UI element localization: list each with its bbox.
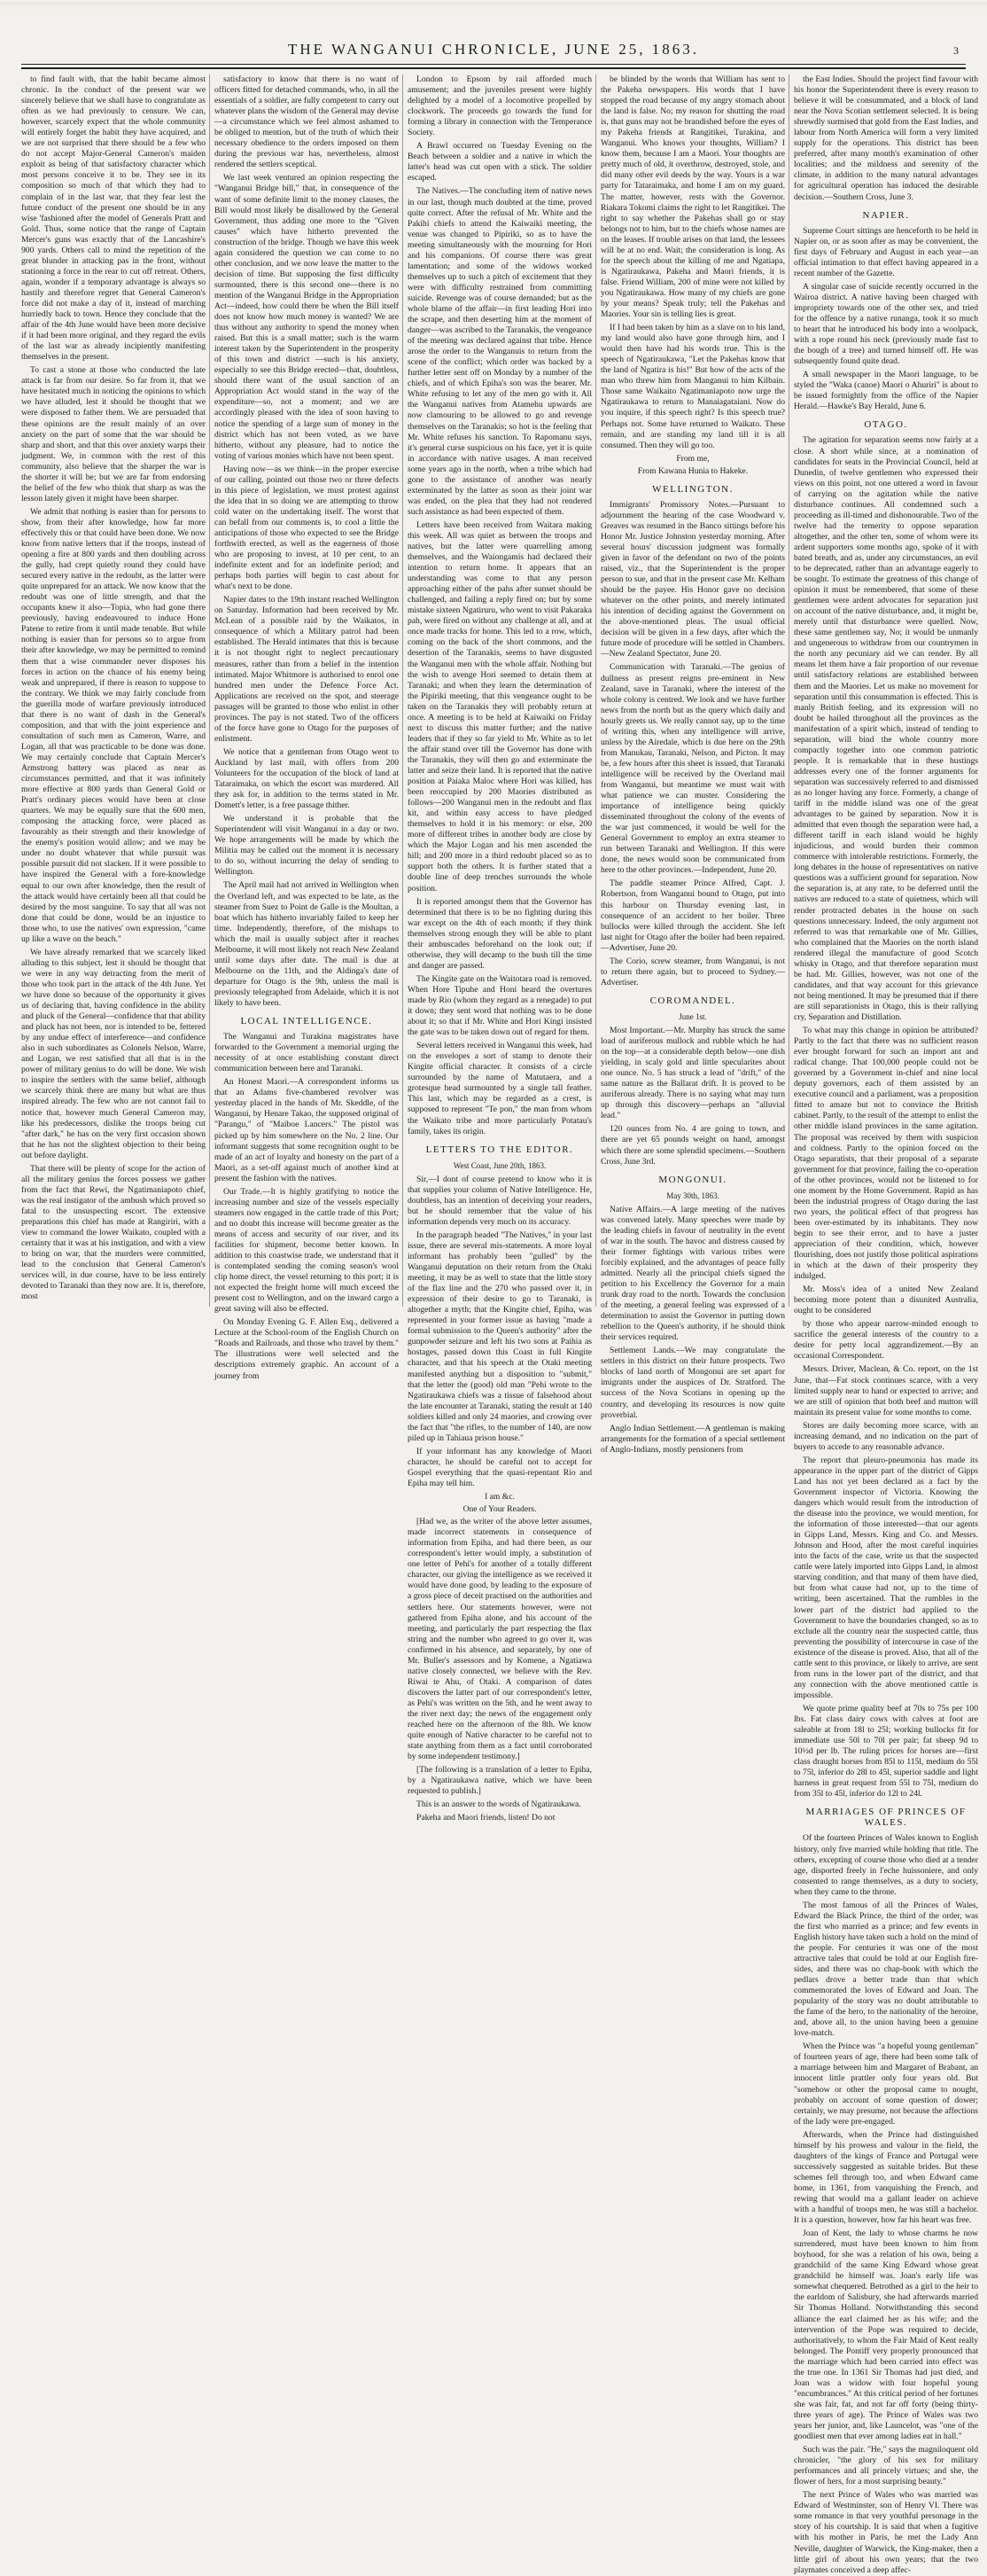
article-paragraph: Communication with Taranaki.—The genius of dullness as present reigns pre-eminent in New Zealand, save in Taranaki, where the interest of the whole colony is centred. We look and we have further news from the north but as the query which daily and hourly greets us. We really cannot say, up to the time of writing this, when any intelligence will arrive, unless by the Airedale, which is due here on the 29th from Manukau, Taranaki, Nelson, and Picton. It may be, a few hours after this sheet is issued, that Taranaki intelligence will be received by the Overland mail from Wanganui, but meantime we must wait with what patience we can muster. Considering the importance of intelligence being quickly disseminated throughout the colony of the events of the war just commenced, it would be well for the General Government to employ an extra steamer to run between Taranaki and Wellington. If this were done, the news would soon be communicated from here to the other provinces.—Independent, June 20. bbox=[601, 662, 785, 876]
section-heading: LOCAL INTELLIGENCE. bbox=[240, 1016, 373, 1027]
signature: From Kawana Hunia to Hakeke. bbox=[637, 465, 749, 476]
article-paragraph: Of the fourteen Princes of Wales known to English history, only five married while holding that title. The others, excepting of course those who died at a tender age, disported freely in l'eche huissoniere, and only consented to range themselves, as a duty to society, when they came to the throne. bbox=[794, 1833, 978, 1897]
article-paragraph: Most Important.—Mr. Murphy has struck the same load of auriferous mullock and rubble which he had on the top—at a considerable depth below—one dish yielding, in scaly gold and little specularites about one ounce. No. 5 has struck a lead of "drift," of the same nature as the Ballarat drift. It is proved to be auriferous already. There is no saying what may turn up through this discovery—perhaps an "alluvial lead." bbox=[601, 1025, 785, 1121]
column-divider bbox=[402, 74, 403, 1307]
article-paragraph: Supreme Court sittings are henceforth to be held in Napier on, or as soon after as may be convenient, the first days of February and August in each year—an official intimation to that effect having appeared in a recent number of the Gazette. bbox=[794, 225, 978, 278]
article-paragraph: We notice that a gentleman from Otago went to Auckland by last mail, with offers from 200 Volunteers for the occupation of the block of land at Tataraimaka, on which the escort was murdered. All they ask for, in addition to the terms stated in Mr. Domett's letter, is a free passage thither. bbox=[214, 746, 399, 811]
section-heading: MARRIAGES OF PRINCES OF WALES. bbox=[805, 1807, 967, 1829]
article-paragraph: To what may this change in opinion be attributed? Partly to the fact that there was no sufficient reason ever brought forward for such an import ant and radical change. That 100,000 people could not be governed by a Government in-chief and nine local deputy governors, each of them assisted by an executive council and a parliament, was a proposition fitted to amaze but not to convince the British cabinet. Partly, to the result of the attempt to enlist the other middle island provinces in the same agitation. The proposal was received by them with suspicion and coldness. Partly to the opinion forced on the Otago separatists, that their proposal of a separate government for that province, failing the co-operation of the other provinces, would not be listened to for one moment by the Home Government. Rapid as has been the industrial progress of Otago during the last two years, the political effect of that progress has been over-estimated by its inhabitants. They now begin to see their error, and to have a juster appreciation of their condition, which, however flourishing, does not justify those political aspirations in which at the dawn of their prosperity they indulged. bbox=[794, 1026, 978, 1282]
signature: I am &c. bbox=[485, 1492, 515, 1503]
section-heading: LETTERS TO THE EDITOR. bbox=[425, 1144, 574, 1155]
section-heading: COROMANDEL. bbox=[649, 995, 736, 1006]
section-heading: WELLINGTON. bbox=[652, 483, 734, 495]
article-paragraph: If I had been taken by him as a slave on to his land, my land would also have gone through him, and I would then have had his words true. This is the speech of Ngatiraukawa, "Let the Pakehas know that the land of Ngatira is his!" But how of the acts of the man who threw him from Manganui to him Kilbain. Those same Waikaito Ngatimaniapoto now urge the Ngatiraukawa to return to Manaiagataiani. Now do you inquire, if this speech right? Is this speech true? Perhaps not. Some have returned to Waikato. These remain, and are standing my land till it is all consumed. Then they will go too. bbox=[601, 323, 785, 450]
article-paragraph: A Brawl occurred on Tuesday Evening on the Beach between a soldier and a native in which the latter's head was cut open with a stick. The soldier escaped. bbox=[408, 141, 592, 183]
page-number: 3 bbox=[953, 44, 959, 57]
article-paragraph: Letters have been received from Waitara making this week. All was quiet as between the troops and natives, but the latter were quarrelling among themselves, and the Waiongamis had declared their intention to return home. It appears that an understanding was come to that any person approaching either of the pahs after sunset should be challenged, and failing a reply fired on; but by some mistake sixteen Ngatiruru, who went to visit Pakaraka pah, were fired on without any challenge at all, and at once made tracks for home. This led to a row, which, coming on the back of the short commons, and the desertion of the Taranakis, seems to have disgusted the Wanganui men with the whole affair. Nothing but the wish to avenge Hori seemed to detain them at Taranaki; and when they learn the determination of the Pipiriki meeting, that this vengeance ought to be taken on the Taranakis they will probably return at once. A meeting is to be held at Kaiwaiki on Friday next to discuss this matter further; and the native leaders that if they so far yield to Mr. White as to let the affair stand over till the Governor has done with the Taranakis, they will then go and exterminate the latter and seize their land. It is reported that the native position at Paiaka Maloc where Hori was killed, has been reoccupied by 200 Maories distributed as follows—200 Wanganui men in the redoubt and flax kit, and within easy access to have pledged themselves to hold it in his memory: or else, 200 more of different tribes in another body are close by which the Major Logan and his men ascended the hill; and 200 more in a third redoubt placed so as to support both the others. It is further stated that a double line of deep trenches surrounds the whole position. bbox=[408, 519, 592, 894]
signature: From me, bbox=[676, 453, 710, 464]
article-paragraph: If your informant has any knowledge of Maori character, he should be careful not to accept for Gospel everything that the quasi-repentant Rio and Epiha may tell him. bbox=[408, 1446, 592, 1488]
article-paragraph: Immigrants' Promissory Notes.—Pursuant to adjournment the hearing of the case Woodward v. Greaves was resumed in the Banco sittings before his Honor Mr. Justice Johnston yesterday morning. After several hours' discussion judgment was formally given in favor of the defendant on two of the points raised, viz., that the Superintendent is the proper person to sue, and that in the present case Mr. Kelham should be the payee. His Honor gave no decision whatever on the other points, and merely intimated his intention of deciding against the Government on the above-mentioned pleas. The usual official decision will be given in a few days, after which the future mode of procedure will be settled in Chambers.—New Zealand Spectator, June 20. bbox=[601, 499, 785, 660]
article-paragraph: The most famous of all the Princes of Wales, Edward the Black Prince, the third of the order, was the first who married as a prince; and few events in English history have taken such a hold on the mind of the people. For centuries it was one of the most attractive tales that could be told at our English fire-sides, and there was no chap-book with which the pedlars drove a better trade than that which commemorated the loves of Edward and Joan. The popularity of the story was no doubt attributable to the fame of the hero, to the nationality of the heroine, and, above all, to the union having been a genuine love-match. bbox=[794, 1900, 978, 2039]
signature: One of Your Readers. bbox=[462, 1504, 537, 1515]
dateline: May 30th, 1863. bbox=[666, 1190, 719, 1200]
article-paragraph: Such was the pair. "He," says the magniloquent old chronicler, "the glory of his sex for military performances and all princely virtues; and she, the flower of hers, for a most surprising beauty." bbox=[794, 2445, 978, 2487]
article-paragraph: The agitation for separation seems now fairly at a close. A short while since, at a nomination of candidates for seats in the Provincial Council, held at Dunedin, of twelve gentlemen who expressed their views on this point, not one uttered a word in favour of carrying on the agitation while the native disturbance continues. All condemned such a proceeding as ill-timed and dishonourable. Two of the twelve had the temerity to oppose separation altogether, and the other ten, some of whom were its ardent supporters some months ago, spoke of it with bated breath, and as, under any circumstances, an evil to be deprecated, rather than an advantage eagerly to be sought. To estimate the greatness of this change of opinion it must be remembered, that some of these gentlemen were ardent advocates for separation just on account of the native disturbance, and, it might be, merely until that disturbance were quelled. Now, these same gentlemen say, No; it would be unmanly and ungenerous to withdraw from our countrymen in the north any pecuniary aid we can render. By all means let them have a fair proportion of our revenue until satisfactory relations are established between them and the Maories. Let us make no movement for separation until this consummation is effected. This is manly British feeling, and its expression will no doubt be hailed throughout all the provinces as the manifestation of a spirit which, instead of tending to separation, will bind the whole country more compactly together into one common patriotic people. It is remarkable that in these hustings addresses every one of the former arguments for separation was successively referred to and dismissed as no longer having any force. Formerly, a change of tariff in the middle island was one of the great advantages to be gained by separation. Now it is admitted that even though the separation were had, a different tariff in each island would be highly injudicious, and would burden their common commerce with intolerable restrictions. Formerly, the long debates in the house of representatives on native questions was a sufficient ground for separation. Now the separation is, at any rate, to be deferred until the natives are reduced to a state of quietness, which will render protracted debates in the house on such questions unnecessary. Indeed, the only argument not referred to was that remarkable one of Mr. Gillies, who complained that the Maories on the north island rendered illegal the manufacture of good Scotch whisky in Otago, and that therefore separation must be had. Mr. Gillies, however, was not one of the candidates, and that way account for this grievance not being mentioned. It may be presumed that if there are still separationists in Otago, this is their rallying cry, Separation and Distillation. bbox=[794, 435, 978, 1022]
article-paragraph: The next Prince of Wales who was married was Edward of Westminster, son of Henry VI. There was some romance in that very youthful personage in the story of his courtship. It is said that when a fugitive with his mother in Paris, he met the Lady Ann Neville, daughter of Warwick, the King-maker, then a little girl of about his own years; that the two playmates conceived a deep affec- bbox=[794, 2490, 978, 2575]
header-rule bbox=[21, 64, 966, 65]
article-paragraph: We quote prime quality beef at 70s to 75s per 100 lbs. Fat class dairy cows with calves at foot are saleable at from 18l to 25l; working bullocks fit for immediate use 50l to 70l per pair; fat sheep 9d to 10½d per lb. The ruling prices for horses are—first class draught horses from 85l to 115l, medium do 55l to 75l, inferior do 28l to 45l, superior saddle and light harness in great request from 55l to 75l, medium do from 35l to 45l, inferior do 12l to 24l. bbox=[794, 1703, 978, 1799]
article-paragraph: Messrs. Driver, Maclean, & Co. report, on the 1st June, that—Fat stock continues scarce, with a very limited supply near to hand or expected to arrive; and we are still of opinion that both beef and mutton will maintain its present value for some months to come. bbox=[794, 1364, 978, 1417]
article-paragraph: The paddle steamer Prince Alfred, Capt. J. Robertson, from Wanganui bound to Otago, put into this harbour on Thursday evening last, in consequence of an accident to her boiler. Three bullocks were killed through the accident. She left last night for Otago after the boiler had been repaired.—Advertiser, June 20. bbox=[601, 878, 785, 953]
article-paragraph: Our Trade.—It is highly gratifying to notice the increasing number and size of the vessels especially steamers now engaged in the cattle trade of this Port; and no doubt this increase will become greater as the means of access and security of our river, and its facilities for shipment, become better known. In addition to this coastwise trade, we understand that it is contemplated sending the coming season's wool clip home direct, the vessel returning to this port; it is not expected the freight home will much exceed the present cost to Wellington, and on the inward cargo a great saving will also be effected. bbox=[214, 1186, 399, 1315]
article-paragraph: Sir,—I dont of course pretend to know who it is that supplies your column of Native Intelligence. He, doubtless, has an intention of deceiving your readers, but he should remember that the value of his information depends very much on its accuracy. bbox=[408, 1174, 592, 1227]
article-paragraph: The Natives.—The concluding item of native news in our last, though much doubted at the time, proved quite correct. After the refusal of Mr. White and the Pakihi chiefs to attend the Kaiwaiki meeting, the venue was changed to Pipiriki, so as to have the meeting simultaneously with the mourning for Hori and his companions. Of course there was great lamentation; and some of the widows worked themselves up to such a pitch of excitement that they were with difficulty restrained from committing suicide. Revenge was of course demanded; but as the whole blame of the affair—in first leading Hori into the scrape, and then deserting him at the moment of danger—was ascribed to the Taranakis, the vengeance of the meeting was declared against that tribe. Hence arose the order to the Wanganuis to return from the scene of the conflict; which order was backed by a further letter sent off on Monday by a number of the chiefs, and of which Epiha's son was the bearer. Mr. White refusing to let any of the men go with it. All the Wanganui natives from Atamehu upwards are now clamouring to be allowed to go and revenge themselves on the Taranakis; so hot is the feeling that Mr. White refuses his sanction. To Rapomanu says, it's general curse suspicious on his face, yet it is quite in accordance with native usages. A man received some years ago in the north, when a tribe which had gone to the assistance of another was nearly exterminated by the latter as soon as their joint war was ended, on the plea that they had not rendered such assistance as had been expected of them. bbox=[408, 186, 592, 517]
article-paragraph: We admit that nothing is easier than for persons to show, from their after knowledge, how far more effectively this or that could have been done. We now know from native letters that if the troops, instead of opening a fire at 800 yards and then doubling across the gully, had crept quietly round they could have secured every native in the redoubt, as the latter were quite unprepared for an attack. We now know that the redoubt was one of little strength, and that the occupants knew it also—Topia, who had gone there previously, having endeavoured to induce Hone Patene to retire from it until made tenable. But while nothing is easier than for persons so to argue from their after knowledge, we may be permitted to remind them that a wise commander never disposes his forces in action on the chance of his enemy being weak and unprepared, if there is reason to suppose to the contrary. We think we may fairly conclude from the guerilla mode of warfare previously introduced that there is no want of dash in the General's composition, and that with the joint experience and consultation of such men as Cameron, Warre, and Logan, all that was practicable to be done was done. We may certainly conclude that Captain Mercer's Armstrong battery was placed as near as circumstances permitted, and that it was infinitely more effective at 800 yards than General Gold or Pratt's ordinary pieces would have been at close quarters. We may be equally sure that the 600 men, composing the attacking force, were placed as favourably as their strength and their knowledge of the enemy's position would allow; and we may be under no doubt whatever that while pursuit was possible pursuit did not slacken. If it were possible to have inspired the General with a fore-knowledge equal to our own after knowledge, then the result of the attack would have certainly been all that could be desired by the most sanguine. To say that all was not done that could be done, would be an injustice to those who, to use the natives' own expression, "came up like a wave on the beach." bbox=[21, 506, 206, 944]
header-rule-thick bbox=[21, 67, 966, 69]
article-paragraph: We understand it is probable that the Superintendent will visit Wanganui in a day or two. We hope arrangements will be made by which the Militia may be called out the moment it is necessary to do so, without incurring the delay of sending to Wellington. bbox=[214, 814, 399, 878]
article-paragraph: The Wanganui and Turakina magistrates have forwarded to the Government a memorial urging the necessity of at once establishing constant direct communication between here and Taranaki. bbox=[214, 1032, 399, 1074]
article-paragraph: That there will be plenty of scope for the action of all the military genius the forces possess we gather from the fact that Rewi, the Ngatimaniapoto chief, was the real instigator of the ambush which proved so fatal to the unsuspecting escort. The extensive preparations this chief has made at Rangiriri, with a view to command the lower Waikato, coupled with a certainty that it was at his instigation, and with a view to bring on war, that the murders were committed, lead to the conclusion that General Cameron's services will, in due course, have to be less entirely devoted to Taranaki than they now are. It is, therefore, most bbox=[21, 1163, 206, 1302]
article-paragraph: A small newspaper in the Maori language, to be styled the "Waka (canoe) Maori o Ahuriri" is about to be issued fortnightly from the office of the Napier Herald.—Hawke's Bay Herald, June 6. bbox=[794, 370, 978, 412]
column-2 bbox=[214, 74, 399, 1381]
article-paragraph: [Had we, as the writer of the above letter assumes, made incorrect statements in consequence of information from Epiha, and had there been, as our correspondent's letter would imply, a substitution of one letter of Pehi's for another of a totally different character, our giving the intelligence as we received it would have done good, by leading to the exposure of a gross piece of deceit practised on the authorities and settlers here. Our statements however, were not gathered from Epiha alone, and his account of the meeting, and particularly the part respecting the flax string and the number who agreed to go over it, was confirmed in his absence, and separately, by one of Mr. Buller's assessors and by Komene, a Ngatiawa native closely connected, we believe with the Rev. Riwai te Ahu, of Otaki. A comparison of dates discovers the latter part of our correspondent's letter, as Pehi's was written on the 5th, and he went away to the river next day; the news of the engagement only reached here on the afternoon of the 8th. We know quite enough of Native character to be careful not to state anything from them as a fact until corroborated by some independent testimony.] bbox=[408, 1517, 592, 1762]
article-paragraph: The Kingite gate on the Waitotara road is removed. When Hore Tipuhe and Honi heard the overtures made by Rio (whom they regard as a renegade) to put it down; they sent word that nothing was to be done about it; so that if Mr. White and Hori Kingi insisted the gate was to be taken down out of regard for them. bbox=[408, 973, 592, 1038]
section-heading: OTAGO. bbox=[864, 419, 908, 431]
article-paragraph: We last week ventured an opinion respecting the "Wanganui Bridge bill," that, in consequence of the want of some definite limit to the money clauses, the Bill would most likely be disallowed by the General Government, thus adding one more to the "Given causes" which have hitherto prevented the construction of the bridge. Though we have this week again considered the question we can come to no other conclusion, and we now leave the matter to the decision of time. But supposing the first difficulty surmounted, there is this second one—there is no mention of the Wanganui Bridge in the Appropriation Act—indeed, how could there be when the Bill itself does not know how much money is wanted? We are thus without any authority to spend the money when raised. But this is a small matter; such is the warm interest taken by the Superintendent in the prosperity of this town and district —such is his anxiety, especially to see this Bridge erected—that, doubtless, should there want of the usual sanction of an Appropriation Act would stand in the way of the expenditure—so, not a moment; and we are accordingly pleased with the idea of soon having to notice the spending of a large sum of money in the district which has not been voted, as we have hitherto, without any pleasure, had to notice the voting of various monies which have not been spent. bbox=[214, 173, 399, 461]
column-1 bbox=[21, 74, 206, 1311]
article-paragraph: Pakeha and Maori friends, listen! Do not bbox=[416, 1813, 556, 1823]
article-paragraph: The April mail had not arrived in Wellington when the Overland left, and was expected to be late, as the steamer from Suez to Point de Galle is the Moultan, a boat which has hitherto invariably failed to keep her time. Independently, therefore, of the mishaps to which the mail is usually subject after it reaches Melbourne, it will most likely not reach New Zealand until some days after date. The mail is due at Melbourne on the 11th, and the Aldinga's date of departure for Otago is the 9th, unless the mail is previously telegraphed from Adelaide, which it is not likely to have been. bbox=[214, 880, 399, 1008]
article-paragraph: Mr. Moss's idea of a united New Zealand becoming more potent than a disunited Australia, ought to be considered bbox=[794, 1284, 978, 1316]
section-heading: MONGONUI. bbox=[658, 1174, 727, 1185]
article-paragraph: 120 ounces from No. 4 are going to town, and there are yet 65 pounds weight on hand, amongst which there are some splendid specimens.—Southern Cross, June 3rd. bbox=[601, 1124, 785, 1167]
article-paragraph: Anglo Indian Settlement.—A gentleman is making arrangements for the formation of a special settlement of Anglo-Indians, mostly pensioners from bbox=[601, 1423, 785, 1455]
article-paragraph: Native Affairs.—A large meeting of the natives was convened lately. Many speeches were made by the leading chiefs in favour of neutrality in the event of war in the south. The havoc and distress caused by their former fightings with various tribes were forcibly explained, and the advantages of peace fully admitted. Nearly all the principal chiefs signed the petition to his Excellency the Governor for a main trunk dray road to the north. Towards the conclusion of the meeting, a general feeling was expressed of a determination to assist the Governor in putting down rebellion to the Queen's authority, if he should think their services required. bbox=[601, 1204, 785, 1343]
article-paragraph: When the Prince was "a hopeful young gentleman" of fourteen years of age, there had been some talk of a marriage between him and Margaret of Brabant, an innocent little prattler only four years old. But "somehow or other the proposal came to nought, probably on account of some question of dower; certainly, we may presume, not because the affections of the lady were pre-engaged. bbox=[794, 2041, 978, 2127]
article-paragraph: satisfactory to know that there is no want of officers fitted for detached commands, who, in all the essentials of a soldier, are fully competent to carry out whatever plans the wisdom of the General may devise—a circumstance which we feel almost ashamed to be obliged to mention, but of the truth of which their necessary obedience to the orders imposed on them during the previous war has, nevertheless, almost rendered the settlers sceptical. bbox=[214, 74, 399, 170]
article-paragraph: by those who appear narrow-minded enough to sacrifice the general interests of the country to a desire for petty local aggrandizement.—By an occasional Correspondent. bbox=[794, 1319, 978, 1362]
section-heading: NAPIER. bbox=[862, 209, 910, 221]
article-paragraph: The Corio, screw steamer, from Wanganui, is not to return there again, but to proceed to Sydney.—Advertiser. bbox=[601, 956, 785, 987]
article-paragraph: A singular case of suicide recently occurred in the Wairoa district. A native having been charged with impropriety towards one of the other sex, and tried for the offence by a native runanga, took it so much to heart that he introduced his body into a woolpack, with a rope round his neck (previously made fast to the bough of a tree) and turned himself off. He was subsequently found quite dead. bbox=[794, 281, 978, 367]
article-paragraph: In the paragraph headed "The Natives," in your last issue, there are several mis-statements. A more loyal informant has probably been "gulled" by the Wanganui deputation on their return from the Otaki meeting, it may be as well to state that the little story of the flax line and the 270 who passed over it, in expression of their desire to go to Taranaki, is altogether a myth; that the Kingite chief, Epiha, was represented in your former issue as having "made a formal submission to the Queen's authority" after the gunpowder seizure and left his two sons at Paihia as hostages, passed down this Coast in full Kingite character, and that his speech at the Otaki meeting manifested anything but a disposition to "submit," that the letter the (good) old man "Pehi wrote to the Ngatiraukawa chiefs was a tissue of falsehood about the late encounter at Taranaki, stating the result at 140 soldiers killed and only 24 maories, and crowing over the fact that "the rifles, to the number of 140, are now piled up in Tahiaua prison house." bbox=[408, 1229, 592, 1443]
article-paragraph: It is reported amongst them that the Governor has determined that there is to be no fighting during this war except on the 4th of each month; if they think themselves strong enough they will be able to plant their ambuscades beforehand on the look out; if otherwise, they will decamp to the bush till the time and danger are passed. bbox=[408, 896, 592, 971]
dateline: June 1st. bbox=[679, 1011, 707, 1021]
article-paragraph: Settlement Lands.—We may congratulate the settlers in this district on their future prospects. Two blocks of land north of Mongonui are set apart for imigrants under the auspices of Dr. Stratford. The success of the Nova Scotians in opening up the country, and developing its resources is now quite proverbial. bbox=[601, 1346, 785, 1420]
dateline: West Coast, June 20th, 1863. bbox=[453, 1160, 547, 1170]
column-divider bbox=[595, 74, 596, 1307]
column-4 bbox=[601, 74, 785, 1455]
page-header bbox=[27, 41, 960, 64]
article-paragraph: An Honest Maori.—A correspondent informs us that an Adams five-chambered revolver was yesterday placed in the hands of Mr. Skeddle, of the Wanganui, by Henare Takao, the supposed original of "Parangu," of "Maiboe Lancers." The pistol was picked up by him somewhere on the No. 2 line. Our informant suggests that some recognition ought to be made of an act of loyalty and honesty on the part of a Maori, as a set-off against much of another kind at present the fashion with the natives. bbox=[214, 1077, 399, 1183]
header-title: THE WANGANUI CHRONICLE, JUNE 25, 1863. bbox=[287, 41, 700, 58]
column-3 bbox=[408, 74, 592, 1823]
article-paragraph: Joan of Kent, the lady to whose charms he now surrendered, must have been known to him from boyhood, for she was a relation of his own, being a grandchild of the same King Edward whose great grandchild he himself was. Joan's early life was somewhat chequered. Betrothed as a girl to the heir to the earldom of Salisbury, she had afterwards married Sir Thomas Holland. Notwithstanding this second alliance the earl claimed her as his wife; and the intervention of the Pope was required to decide, authoritatively, to whom the Fair Maid of Kent really belonged. The Pontiff very properly pronounced that the marriage which had been carried into effect was the true one. In 1361 Sir Thomas had just died, and Joan was a widow with four hopeful young "encumbrances." At this critical period of her fortunes she was fair, fat, and not far off forty (being thirty-three years of age). The Prince of Wales was two years her junior, and, like Launcelot, was "one of the goodliest men that ever among ladies eat in hall." bbox=[794, 2229, 978, 2442]
column-5 bbox=[794, 74, 978, 2575]
article-paragraph: Several letters received in Wanganui this week, had on the envelopes a sort of stamp to denote their Kingite official character. It consists of a circle surrounded by the name of Matutaera, and a grotesque head surmounted by a single tall feather. This last, which may be regarded as a crest, is supposed to represent "Te pon," the man from whom the Waikato tribe and more particularly Potatau's family, takes its origin. bbox=[408, 1041, 592, 1136]
article-paragraph: To cast a stone at those who conducted the late attack is far from our desire. So far from it, that we have hesitated much in noticing the opinions to which we have alluded, lest it should be thought that we were disposed to father them. We are persuaded that these opinions are the result mainly of an over anxiety on the part of some that the war should be sharp and short, and that this over anxiety warps their judgment. We, in common with the rest of this community, also believe that the sharper the war is the shorter it will be; but we are far from endorsing the belief of the few who think that sharp as was the lesson lately given it might have been sharper. bbox=[21, 365, 206, 503]
article-paragraph: The report that pleuro-pneumonia has made its appearance in the upper part of the district of Gipps Land has not yet been declared as a fact by the Government inspector of Victoria. Knowing the dangers which would result from the introduction of the disease into the province, we would mention, for the information of those interested—that our agents in Gipps Land, Messrs. King and Co. and Messrs. Johnson and Hood, after the most careful inquiries into the facts of the case, write us that the suspected cattle were lately imported into Gipps Land, in almost starving condition, and that many of them have died, but from what cause had not, up to the time of writing, been ascertained. That the rumbles in the lower part of the district had applied to the Government to have the boundaries changed, so as to exclude all the country near the suspected cattle, thus preventing the possibility of intercourse in case of the existence of the disease is proved. Also, that all of the cattle sent to this province, or likely to arrive, are sent from runs in the lower part of the district, and that any connection with the above mentioned cattle is impossible. bbox=[794, 1455, 978, 1700]
article-paragraph: Napier dates to the 19th instant reached Wellington on Saturday. Information had been received by Mr. McLean of a possible raid by the Waikatos, in consequence of which a Military patrol had been established. The Herald intimates that this is because it is not thought right to neglect precautionary measures, rather than from a belief in the intention intimated. Major Whitmore is authorised to enrol one hundred men under the Defence Force Act. Applications are received on the spot, and steerage passages will be granted to those who enlist in other provinces. The pay is not stated. Two of the officers of the force have gone to Otago for the purposes of enlistment. bbox=[214, 595, 399, 744]
article-paragraph: Afterwards, when the Prince had distinguished himself by his prowess and valour in the field, the daughters of the kings of France and Portugal were successively suggested as suitable brides. But these schemes fell through too, and when Edward came home, in 1361, from vanquishing the French, and rewing that would ma a gallant leader on achieve with a handful of troops men, he was still a bachelor. It is a question, however, how far his heart was free. bbox=[794, 2129, 978, 2226]
article-paragraph: the East Indies. Should the project find favour with his honor the Superintendent there is every reason to believe it will be consummated, and a block of land near the Nova Scotian settlement selected. It is being shrewdly surmised that gold from the East Indies, and labour from North America will form a very limited supply for the operations. This district has been preferred, after many month's examination of other localities; and the mildness and serenity of the climate, in addition to the many natural advantages for agricultural operation has induced the desirable decision.—Southern Cross, June 3. bbox=[794, 74, 978, 202]
column-divider bbox=[209, 74, 210, 1307]
article-paragraph: We have already remarked that we scarcely liked alluding to this subject, lest it should be thought that we were in any way detracting from the merit of those who took part in the attack of the 4th June. Yet we have done so because of the opportunity it gives us of declaring that, having confidence in the ability and pluck of the General—confidence that that ability and pluck has not been, nor is intended to be, fettered by any undue effect of interference—and confidence also in such subordinates as Colonels Nelson, Warre, and Logan, we rest satisfied that all that is in the power of military genius to do will be done. We wish to inspire the settlers with the same belief, although we scarcely think there are many but what are thus inspired already. The few who are not cannot fail to notice that, however much General Cameron may, like his predecessors, dislike the troops being cut "after dark," he has on the very first occasion shown that he has not the slightest objection to their being out before daylight. bbox=[21, 947, 206, 1160]
article-paragraph: [The following is a translation of a letter to Epiha, by a Ngatiraukawa native, which we have been requested to publish.] bbox=[408, 1765, 592, 1797]
article-paragraph: Stores are daily becoming more scarce, with an increasing demand, and no indication on the part of buyers to accede to any reasonable advance. bbox=[794, 1420, 978, 1452]
article-paragraph: to find fault with, that the habit became almost chronic. In the conduct of the present war we sincerely believe that we shall have to congratulate as often as we had previously to censure. We can, however, scarcely expect that the whole community will entirely forget the habit they have acquired, and we are not surprised that there should be a few who do not accept Major-General Cameron's maiden exploit as being of that satisfactory character which most persons conceive it to be. They see in its composition so much of that which they had to complain of in the last war, that they fear lest the future conduct of the present one should be in any wise 'fashioned after the model of Generals Pratt and Gold. Thus, some notice that the range of Captain Mercer's guns was exactly that of the Lancashire's 900 yards. Others call to mind the repetition of the great blunder in attacking pas in the front, without stationing a force in the rear to cut off retreat. Others, again, wonder if a temporary advantage is always so hastily and therefore regret that General Cameron's force did not make a day of it, instead of marching hurriedly back to town. Hence they conclude that the affair of the 4th June would have been more decisive if it had been more original, and they regard the evils of the last war as already incipiently manifesting themselves in the present. bbox=[21, 74, 206, 363]
article-paragraph: be blinded by the words that William has sent to the Pakeha newspapers. His words that I have stopped the road because of my angry stomach about the land is false. No; my reason for shutting the road is, that guns may not be brandished before the eyes of my Pakeha friends at Rangitikei, Turakina, and Wanganui. Who knows your thoughts, William? I know them, because I am a Maori. Your thoughts are pretty much of old, it overthrow, destroyed, stole, and did many other evil deeds by the way. Yours is a war party for Tataraimaka, and home I am on my guard. The matter, however, rests with the Governor. Riakara Tokomi claims the right to let Rangitikei. The right to say whether the Pakehas shall go or stay belongs not to him, but to the chiefs whose names are on the leases. If trouble arises on that land, the lessees will be at no end. Wait; the consideration is long. As for the speech about the killing of me and Ngatiapa, is Ngatiraukawa, Pakeha and Maori friends, it is false. Friend William, 200 of mine were not killed by you Ngatiraukawa. How many of my chiefs are gone by your means? Speak truly; tell the Pakehas and Maories. Your sin is telling lies is great. bbox=[601, 74, 785, 320]
article-paragraph: Having now—as we think—in the proper exercise of our calling, pointed out those two or three defects in this piece of legislation, we must protest against the idea that in so doing we are attempting to throw cold water on the undertaking itself. The worst that can befall from our comments is, to cool a little the anticipations of those who expected to see the Bridge forthwith erected, as well as the eagerness of those who are proposing to invest, at 10 per cent, to an indefinite extent and for an indefinite period; and perhaps both parties will begin to cast about for what's next to be done. bbox=[214, 464, 399, 592]
article-paragraph: On Monday Evening G. F. Allen Esq., delivered a Lecture at the School-room of the English Church on "Roads and Railroads, and those who travel by them." The illustrations were well selected and the descriptions extremely graphic. An account of a journey from bbox=[214, 1317, 399, 1381]
article-paragraph: London to Epsom by rail afforded much amusement; and the juveniles present were highly delighted by a model of a locomotive propelled by clockwork. The proceeds go towards the fund for forming a library in connection with the Temperance Society. bbox=[408, 74, 592, 138]
page-top-edge bbox=[0, 2, 987, 11]
article-paragraph: This is an answer to the words of Ngatiraukawa. bbox=[416, 1799, 581, 1810]
